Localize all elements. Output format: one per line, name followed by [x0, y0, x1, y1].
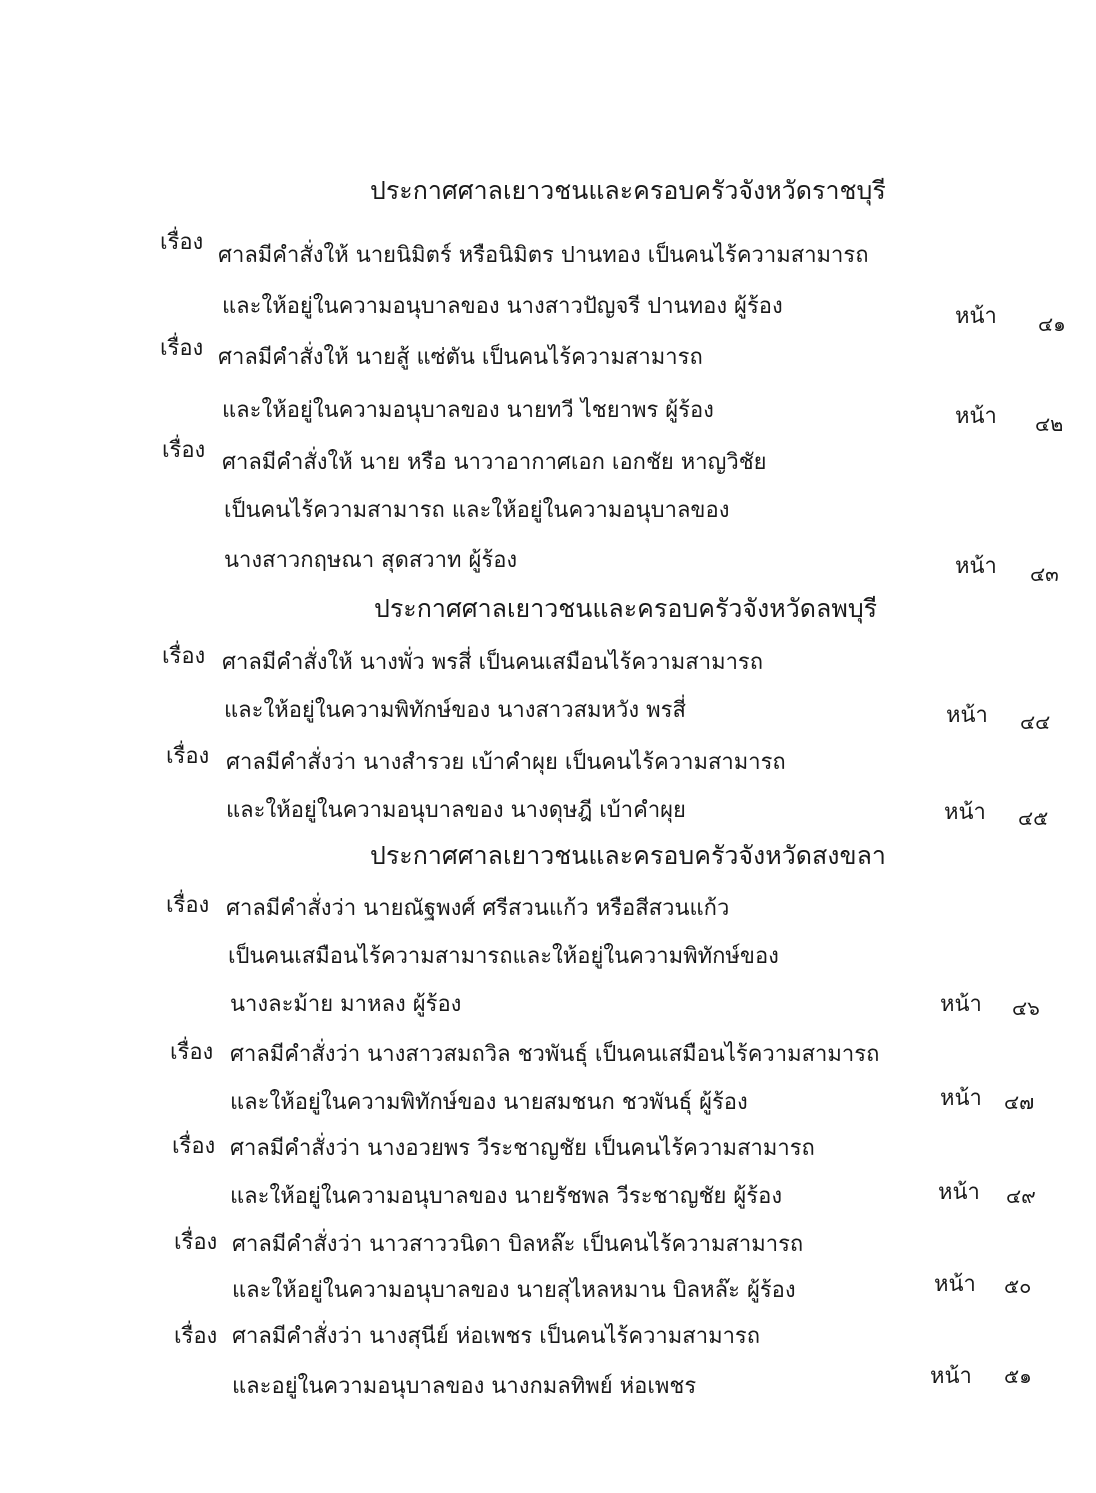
entry-line: นางสาวกฤษณา สุดสวาท ผู้ร้อง	[224, 548, 518, 573]
entry-line: ศาลมีคำสั่งว่า นางอวยพร วีระชาญชัย เป็นคนไร้ความสามารถ	[230, 1136, 815, 1161]
page-word: หน้า	[938, 1180, 980, 1205]
entry-line: และให้อยู่ในความอนุบาลของ นางดุษฎี เบ้าคำผุย	[226, 798, 686, 823]
entry-line: และให้อยู่ในความอนุบาลของ นายสุไหลหมาน บิลหล๊ะ ผู้ร้อง	[232, 1278, 796, 1303]
page-number: ๔๓	[1030, 562, 1059, 586]
entry-label: เรื่อง	[162, 438, 206, 463]
entry-line: และให้อยู่ในความอนุบาลของ นางสาวปัญจรี ปานทอง ผู้ร้อง	[222, 294, 783, 319]
entry-label: เรื่อง	[174, 1230, 218, 1255]
entry-label: เรื่อง	[160, 336, 204, 361]
entry-label: เรื่อง	[174, 1324, 218, 1349]
entry-line: ศาลมีคำสั่งว่า นางสาวสมถวิล ชวพันธุ์ เป็นคนเสมือนไร้ความสามารถ	[230, 1042, 880, 1067]
page-number: ๔๗	[1004, 1090, 1035, 1114]
page-word: หน้า	[955, 404, 997, 429]
entry-line: ศาลมีคำสั่งว่า นางสำรวย เบ้าคำผุย เป็นคนไร้ความสามารถ	[226, 750, 786, 775]
entry-label: เรื่อง	[166, 893, 210, 918]
page-word: หน้า	[955, 554, 997, 579]
page-number: ๔๙	[1006, 1184, 1036, 1208]
entry-line: ศาลมีคำสั่งว่า นาวสาววนิดา บิลหล๊ะ เป็นคนไร้ความสามารถ	[232, 1232, 804, 1257]
page-number: ๔๕	[1018, 806, 1049, 830]
entry-label: เรื่อง	[162, 644, 206, 669]
entry-line: และให้อยู่ในความอนุบาลของ นายรัชพล วีระชาญชัย ผู้ร้อง	[230, 1184, 783, 1209]
page-number: ๔๑	[1038, 312, 1066, 336]
entry-label: เรื่อง	[160, 230, 204, 255]
page-number: ๕๐	[1004, 1274, 1032, 1298]
entry-line: และให้อยู่ในความอนุบาลของ นายทวี ไชยาพร ผู้ร้อง	[222, 398, 714, 423]
entry-line: เป็นคนไร้ความสามารถ และให้อยู่ในความอนุบาลของ	[224, 498, 730, 523]
entry-line: ศาลมีคำสั่งว่า นางสุนีย์ ห่อเพชร เป็นคนไร้ความสามารถ	[232, 1324, 761, 1349]
entry-line: ศาลมีคำสั่งให้ นายสู้ แซ่ตัน เป็นคนไร้ความสามารถ	[218, 345, 703, 370]
entry-line: และให้อยู่ในความพิทักษ์ของ นางสาวสมหวัง พรสี่	[224, 698, 686, 723]
page-number: ๔๒	[1035, 412, 1064, 436]
page-word: หน้า	[955, 304, 997, 329]
page-word: หน้า	[940, 992, 982, 1017]
page-number: ๕๑	[1004, 1364, 1032, 1388]
section-heading: ประกาศศาลเยาวชนและครอบครัวจังหวัดลพบุรี	[374, 594, 878, 623]
entry-line: นางละม้าย มาหลง ผู้ร้อง	[230, 992, 462, 1017]
entry-label: เรื่อง	[170, 1040, 214, 1065]
entry-line: และอยู่ในความอนุบาลของ นางกมลทิพย์ ห่อเพชร	[232, 1374, 697, 1399]
entry-line: ศาลมีคำสั่งให้ นางพั่ว พรสี่ เป็นคนเสมือนไร้ความสามารถ	[222, 650, 764, 675]
page-word: หน้า	[930, 1364, 972, 1389]
page-number: ๔๔	[1020, 710, 1051, 734]
entry-line: เป็นคนเสมือนไร้ความสามารถและให้อยู่ในความพิทักษ์ของ	[228, 944, 779, 969]
entry-line: ศาลมีคำสั่งให้ นายนิมิตร์ หรือนิมิตร ปานทอง เป็นคนไร้ความสามารถ	[218, 243, 869, 268]
section-heading: ประกาศศาลเยาวชนและครอบครัวจังหวัดราชบุรี	[370, 176, 886, 205]
entry-line: และให้อยู่ในความพิทักษ์ของ นายสมชนก ชวพันธุ์ ผู้ร้อง	[230, 1090, 748, 1115]
page-number: ๔๖	[1012, 996, 1040, 1020]
entry-label: เรื่อง	[166, 744, 210, 769]
page-word: หน้า	[934, 1272, 976, 1297]
page-word: หน้า	[944, 800, 986, 825]
page-word: หน้า	[946, 703, 988, 728]
section-heading: ประกาศศาลเยาวชนและครอบครัวจังหวัดสงขลา	[370, 841, 886, 870]
entry-line: ศาลมีคำสั่งว่า นายณัฐพงศ์ ศรีสวนแก้ว หรือสีสวนแก้ว	[226, 896, 730, 921]
entry-line: ศาลมีคำสั่งให้ นาย หรือ นาวาอากาศเอก เอกชัย หาญวิชัย	[222, 450, 767, 475]
entry-label: เรื่อง	[172, 1134, 216, 1159]
page-word: หน้า	[940, 1086, 982, 1111]
